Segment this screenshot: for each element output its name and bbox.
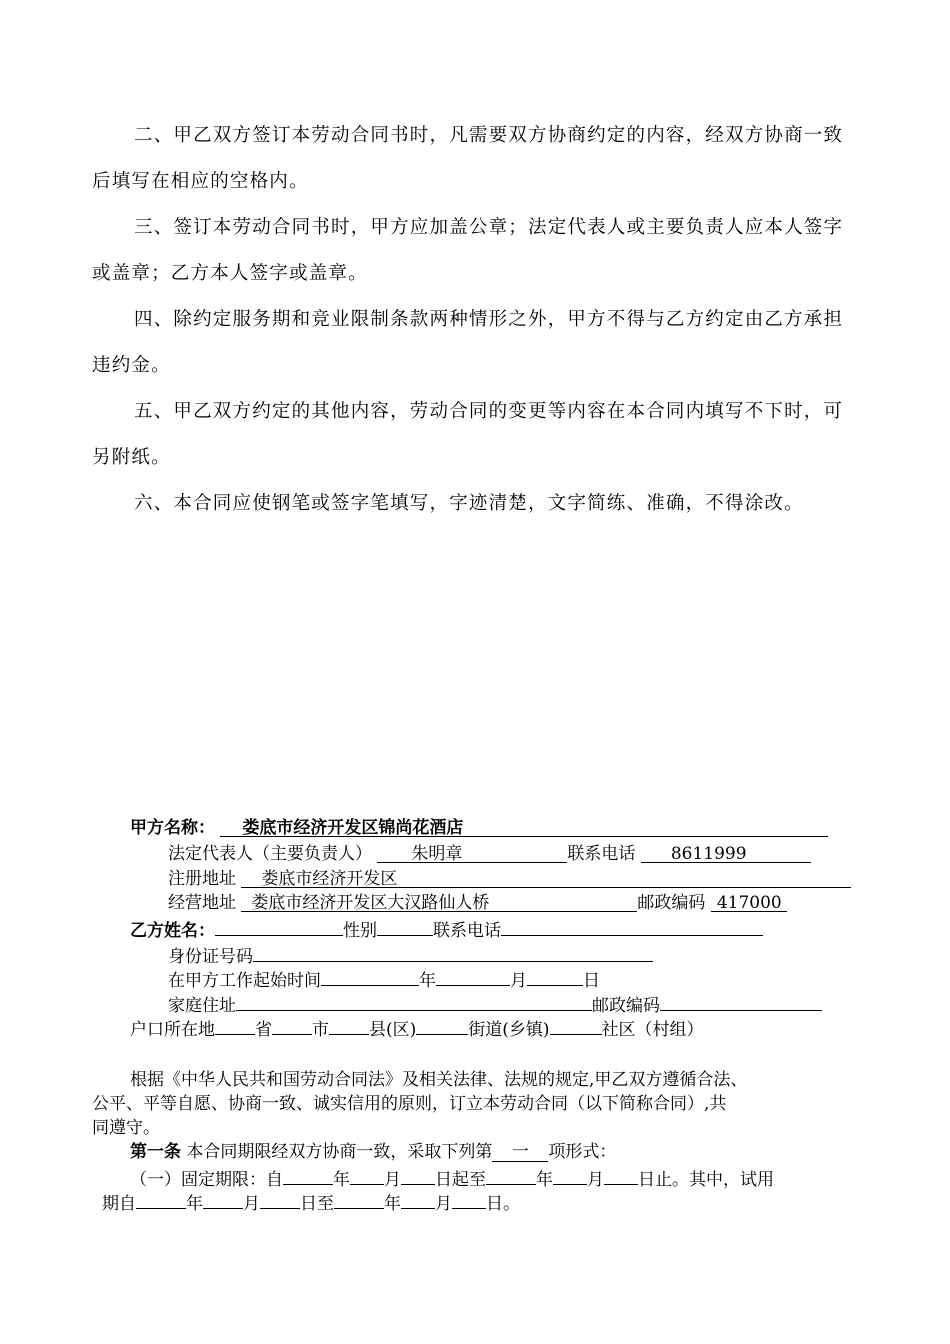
term-month-label-2: 月 [587, 1170, 604, 1190]
hukou-street-field[interactable] [416, 1015, 468, 1035]
start-month-field[interactable] [436, 966, 510, 986]
preamble-line-1: 根据《中华人民共和国劳动合同法》及相关法律、法规的规定,甲乙双方遵循合法、 [130, 1070, 748, 1090]
legal-rep-field[interactable]: 朱明章 [377, 844, 567, 863]
gender-field[interactable] [377, 916, 433, 936]
prob-month-label-2: 月 [435, 1194, 452, 1214]
instructions [92, 113, 857, 527]
start-time-row [168, 966, 600, 993]
reg-address-label: 注册地址 [168, 869, 236, 889]
probation-start-year-field[interactable] [136, 1189, 186, 1209]
probation-label: 期自 [102, 1194, 136, 1214]
probation-start-month-field[interactable] [203, 1189, 243, 1209]
county-label: 县(区) [369, 1020, 417, 1040]
start-year-field[interactable] [321, 966, 419, 986]
party-b-name-field[interactable] [215, 916, 343, 936]
probation-end-day-field[interactable] [452, 1189, 486, 1209]
article-1-title: 第一条 [130, 1142, 181, 1162]
prob-month-label-1: 月 [243, 1194, 260, 1214]
party-a-name-row [130, 816, 828, 840]
month-label: 月 [510, 971, 527, 991]
hukou-county-field[interactable] [329, 1015, 369, 1035]
article-1-text-end: 项形式： [548, 1142, 617, 1162]
probation-end-month-field[interactable] [401, 1189, 435, 1209]
probation-end-year-field[interactable] [334, 1189, 384, 1209]
party-a-phone-field[interactable]: 8611999 [641, 844, 811, 863]
hukou-row [130, 1015, 704, 1042]
term-start-year-field[interactable] [283, 1165, 333, 1185]
term-end-day-field[interactable] [604, 1165, 638, 1185]
biz-address-row [168, 891, 787, 915]
party-b-postcode-label: 邮政编码 [592, 996, 660, 1016]
article-1-row [130, 1140, 616, 1164]
preamble-line-3: 同遵守。 [92, 1118, 160, 1138]
party-a-name-field[interactable]: 娄底市经济开发区锦尚花酒店 [220, 818, 828, 837]
term-month-label-1: 月 [384, 1170, 401, 1190]
instruction-5: 五、甲乙双方约定的其他内容，劳动合同的变更等内容在本合同内填写不下时，可另附纸。 [92, 401, 844, 468]
legal-rep-label: 法定代表人（主要负责人） [168, 844, 372, 864]
term-start-month-field[interactable] [350, 1165, 384, 1185]
year-label: 年 [419, 971, 436, 991]
street-label: 街道(乡镇) [468, 1020, 550, 1040]
id-row [168, 942, 653, 969]
start-time-label: 在甲方工作起始时间 [168, 971, 321, 991]
term-end-year-field[interactable] [486, 1165, 536, 1185]
day-label: 日 [583, 971, 600, 991]
home-address-field[interactable] [236, 991, 592, 1011]
city-label: 市 [312, 1020, 329, 1040]
party-a-name-label: 甲方名称： [130, 818, 215, 838]
hukou-province-field[interactable] [215, 1015, 255, 1035]
hukou-label: 户口所在地 [130, 1020, 215, 1040]
prob-year-label-1: 年 [186, 1194, 203, 1214]
prob-year-label-2: 年 [384, 1194, 401, 1214]
community-label: 社区（村组） [601, 1020, 704, 1040]
term-year-label-2: 年 [536, 1170, 553, 1190]
prob-date-to-label: 日至 [300, 1194, 334, 1214]
party-a-postcode-field[interactable]: 417000 [711, 893, 787, 912]
party-b-name-label: 乙方姓名： [130, 921, 215, 941]
start-day-field[interactable] [527, 966, 583, 986]
biz-address-label: 经营地址 [168, 893, 236, 913]
term-end-month-field[interactable] [553, 1165, 587, 1185]
term-until-label: 日止。其中，试用 [638, 1170, 774, 1190]
probation-row [102, 1189, 520, 1216]
instruction-2: 二、甲乙双方签订本劳动合同书时，凡需要双方协商约定的内容，经双方协商一致后填写在相应的空格内。 [92, 125, 844, 192]
home-address-label: 家庭住址 [168, 996, 236, 1016]
term-start-day-field[interactable] [401, 1165, 435, 1185]
id-field[interactable] [253, 942, 653, 962]
article-1-text: 本合同期限经双方协商一致，采取下列第 [186, 1142, 493, 1162]
biz-address-field[interactable]: 娄底市经济开发区大汉路仙人桥 [241, 893, 637, 912]
legal-rep-row [168, 842, 811, 866]
home-address-row [168, 991, 822, 1018]
fixed-term-row [130, 1165, 774, 1192]
probation-start-day-field[interactable] [260, 1189, 300, 1209]
party-b-phone-label: 联系电话 [433, 921, 501, 941]
province-label: 省 [255, 1020, 272, 1040]
fixed-term-label: （一）固定期限：自 [130, 1170, 283, 1190]
party-a-postcode-label: 邮政编码 [637, 893, 706, 913]
party-b-postcode-field[interactable] [660, 991, 822, 1011]
id-label: 身份证号码 [168, 947, 253, 967]
party-a-phone-label: 联系电话 [567, 844, 636, 864]
reg-address-field[interactable]: 娄底市经济开发区 [241, 869, 851, 888]
term-year-label-1: 年 [333, 1170, 350, 1190]
hukou-city-field[interactable] [272, 1015, 312, 1035]
instruction-3: 三、签订本劳动合同书时，甲方应加盖公章；法定代表人或主要负责人应本人签字或盖章；乙方本人签字或盖章。 [92, 217, 844, 284]
instruction-6: 六、本合同应使钢笔或签字笔填写，字迹清楚，文字简练、准确，不得涂改。 [134, 493, 804, 514]
prob-end-label: 日。 [486, 1194, 520, 1214]
party-b-name-row [130, 916, 763, 943]
contract-form-choice-field[interactable]: 一 [492, 1142, 548, 1162]
instruction-4: 四、除约定服务期和竞业限制条款两种情形之外，甲方不得与乙方约定由乙方承担违约金。 [92, 309, 844, 376]
party-b-phone-field[interactable] [501, 916, 763, 936]
hukou-community-field[interactable] [550, 1015, 602, 1035]
preamble-line-2: 公平、平等自愿、协商一致、诚实信用的原则，订立本劳动合同（以下简称合同）,共 [92, 1094, 727, 1114]
gender-label: 性别 [343, 921, 377, 941]
reg-address-row [168, 867, 851, 891]
term-from-to-label: 日起至 [435, 1170, 486, 1190]
